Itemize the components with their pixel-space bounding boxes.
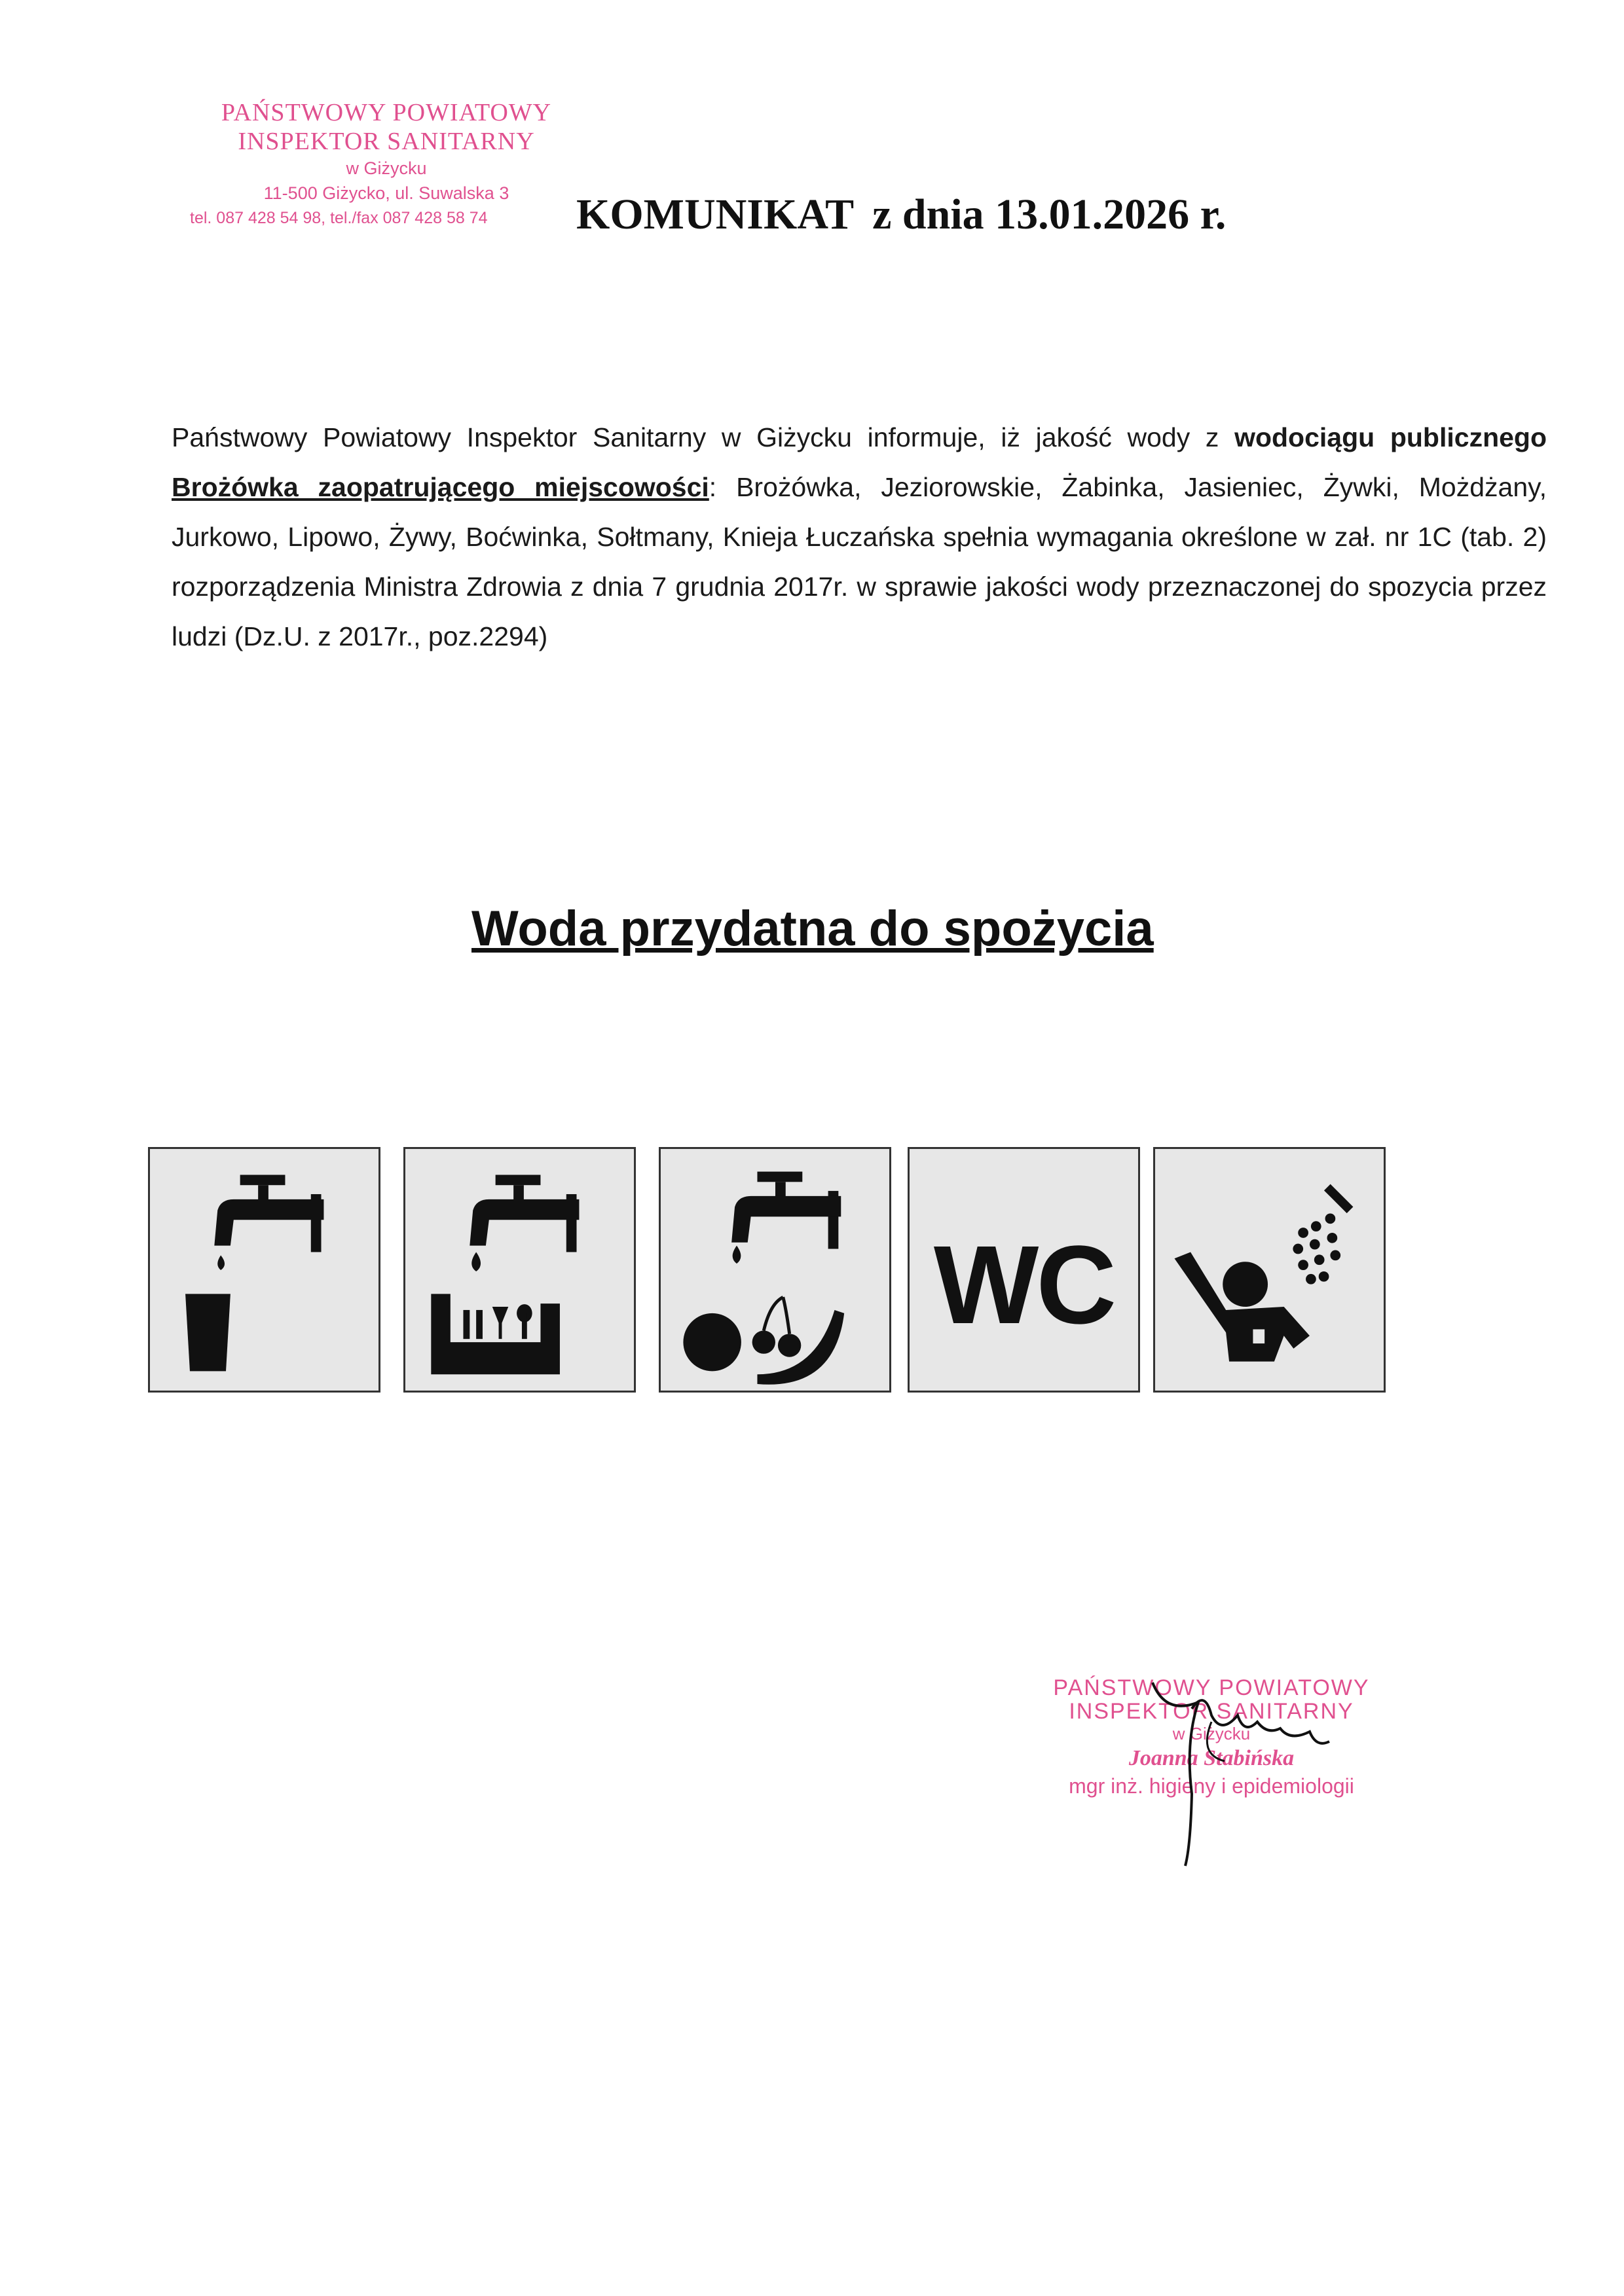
wc-icon <box>908 1147 1140 1393</box>
body-underlined: Brożówka zaopatrującego miejscowości <box>172 472 709 502</box>
main-title: Woda przydatna do spożycia <box>471 901 1154 957</box>
dish-washing-icon <box>403 1147 636 1393</box>
body-part-2: : Brożówka, Jeziorowskie, Żabinka, Jasieniec, Żywki, Możdżany, Jurkowo, Lipowo, Żywy, Boćwinka, Sołtmany, Knieja Łuczańska spełnia wymagania określone w zał. nr 1C (tab. 2) rozporządzenia Ministra Zdrowia z dnia 7 grudnia 2017r. w sprawie jakości wody przeznaczonej do spozycia przez ludzi (Dz.U. z 2017r., poz.2294) <box>172 472 1547 651</box>
official-stamp-title: mgr inż. higieny i epidemiologii <box>1069 1774 1354 1798</box>
food-washing-icon <box>659 1147 891 1393</box>
drinking-water-icon <box>148 1147 380 1393</box>
official-stamp-line-1: PAŃSTWOWY POWIATOWY <box>1053 1675 1370 1700</box>
official-stamp-name: Joanna Stabińska <box>1128 1746 1295 1770</box>
official-stamp-line-3: w Giżycku <box>1172 1724 1251 1743</box>
wc-label: WC <box>933 1223 1115 1347</box>
stamp-line-2: INSPEKTOR SANITARNY <box>238 128 535 155</box>
body-bold: wodociągu publicznego <box>1234 422 1547 452</box>
signature <box>1113 1663 1388 1872</box>
body-part-1: Państwowy Powiatowy Inspektor Sanitarny w Giżycku informuje, iż jakość wody z <box>172 422 1235 452</box>
heading-word: KOMUNIKAT <box>576 191 855 238</box>
sender-stamp <box>183 98 589 230</box>
official-stamp-line-2: INSPEKTOR SANITARNY <box>1069 1699 1354 1724</box>
stamp-line-1: PAŃSTWOWY POWIATOWY <box>221 99 552 126</box>
stamp-line-4: 11-500 Giżycko, ul. Suwalska 3 <box>263 183 509 203</box>
stamp-line-5: tel. 087 428 54 98, tel./fax 087 428 58 74 <box>190 209 488 227</box>
document-heading <box>576 190 1244 240</box>
shower-icon <box>1153 1147 1386 1393</box>
heading-date: z dnia 13.01.2026 r. <box>872 191 1227 238</box>
stamp-line-3: w Giżycku <box>346 158 427 178</box>
announcement-body <box>172 412 1547 661</box>
